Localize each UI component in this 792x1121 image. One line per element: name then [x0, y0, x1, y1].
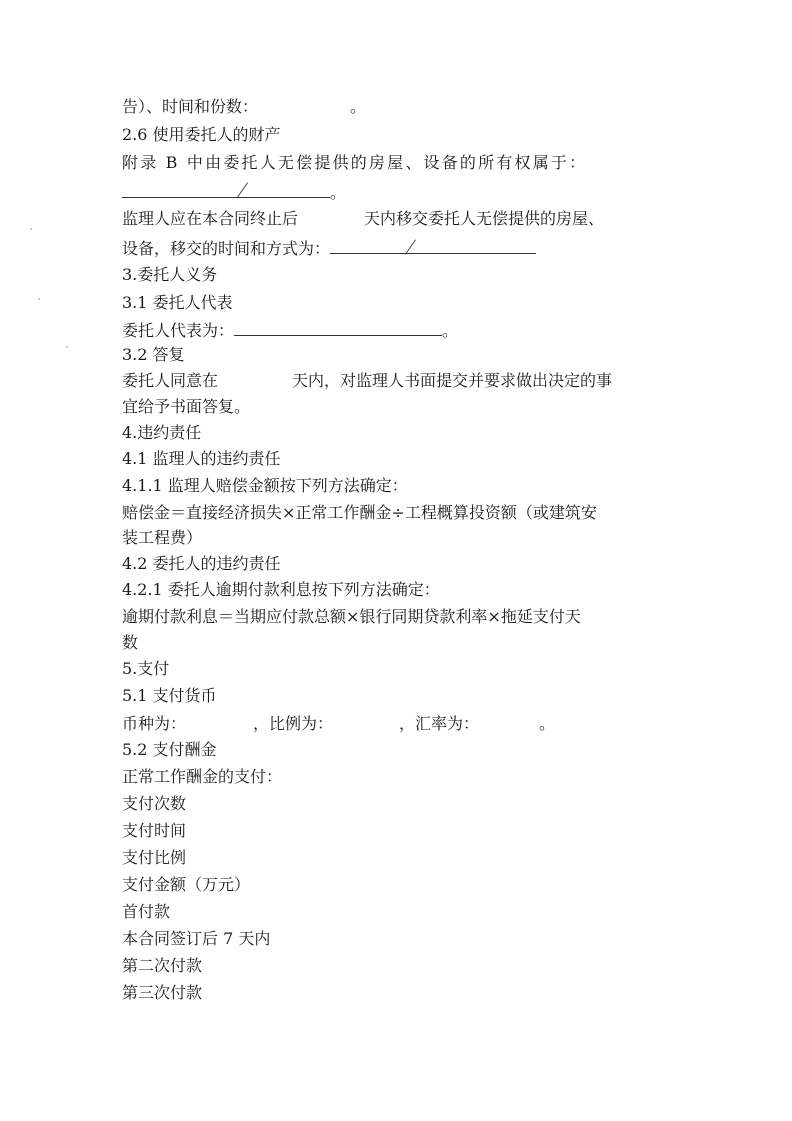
- table-header-ratio: [122, 846, 186, 870]
- line-client-representative: [122, 317, 458, 343]
- text: 监理人应在本合同终止后: [122, 209, 299, 228]
- text: 3.1 委托人代表: [122, 293, 233, 312]
- text: ，汇率为：: [399, 714, 480, 733]
- text: 设备，移交的时间和方式为：: [122, 239, 331, 258]
- text: 附录 B 中由委托人无偿提供的房屋、设备的所有权属于：: [122, 153, 588, 172]
- text: 支付次数: [122, 794, 187, 813]
- text: 4.2 委托人的违约责任: [122, 554, 281, 573]
- heading-3: [122, 263, 217, 287]
- heading-2-6: [122, 123, 281, 147]
- text: 本合同签订后 7 天内: [122, 929, 271, 948]
- table-row-third-payment: [122, 981, 202, 1005]
- formula-compensation: [122, 501, 597, 525]
- table-row-first-payment: [122, 900, 170, 924]
- text: 支付金额（万元）: [122, 875, 251, 894]
- text: 2.6 使用委托人的财产: [122, 125, 281, 144]
- scan-speck: [38, 298, 40, 300]
- text: 3.2 答复: [122, 345, 185, 364]
- text: 4.2.1 委托人逾期付款利息按下列方法确定：: [122, 580, 440, 599]
- strike-mark: [237, 182, 248, 197]
- line-reply-cont: [122, 395, 250, 419]
- text: 第三次付款: [122, 983, 203, 1002]
- formula-late-interest: [122, 605, 581, 629]
- text: 4.违约责任: [122, 423, 202, 442]
- text: 逾期付款利息＝当期应付款总额×银行同期贷款利率×拖延支付天: [122, 607, 581, 626]
- heading-5-1: [122, 684, 217, 708]
- text: 5.2 支付酬金: [122, 740, 217, 759]
- heading-4-2-1: [122, 578, 440, 602]
- formula-late-interest-cont: [122, 631, 138, 655]
- line-transfer-method: [122, 235, 536, 261]
- heading-3-2: [122, 343, 185, 367]
- text: 3.委托人义务: [122, 265, 218, 284]
- text: 赔偿金＝直接经济损失×正常工作酬金÷工程概算投资额（或建筑安: [122, 503, 597, 522]
- text: 第二次付款: [122, 956, 203, 975]
- scan-speck: [30, 228, 32, 230]
- text: 宜给予书面答复。: [122, 397, 251, 416]
- heading-4-2: [122, 552, 281, 576]
- text: 。: [330, 183, 347, 202]
- text: 5.支付: [122, 659, 170, 678]
- text: 天内移交委托人无偿提供的房屋、: [364, 209, 605, 228]
- text: 支付时间: [122, 821, 187, 840]
- line-reply-days: [122, 369, 612, 393]
- heading-5: [122, 657, 169, 681]
- transfer-method-blank-line: [330, 235, 536, 254]
- table-header-time: [122, 819, 186, 843]
- heading-4-1-1: [122, 474, 408, 498]
- text: 告）、时间和份数：: [122, 97, 259, 116]
- text: 币种为：: [122, 714, 187, 733]
- line-currency: [122, 712, 555, 736]
- line-transfer-days: [122, 207, 604, 231]
- representative-blank-line: [234, 317, 442, 336]
- text: 。: [539, 714, 556, 733]
- text: 4.1 监理人的违约责任: [122, 449, 281, 468]
- text: 。: [442, 321, 459, 340]
- line-normal-fee-payment: [122, 765, 282, 789]
- text: 5.1 支付货币: [122, 686, 217, 705]
- text: 天内，对监理人书面提交并要求做出决定的事: [292, 371, 613, 390]
- strike-mark: [405, 239, 416, 254]
- text: 4.1.1 监理人赔偿金额按下列方法确定：: [122, 476, 408, 495]
- text: 委托人同意在: [122, 371, 219, 390]
- text: 正常工作酬金的支付：: [122, 767, 283, 786]
- table-header-count: [122, 792, 186, 816]
- text: 首付款: [122, 902, 171, 921]
- heading-4: [122, 421, 201, 445]
- heading-4-1: [122, 447, 281, 471]
- table-row-second-payment: [122, 954, 202, 978]
- heading-5-2: [122, 738, 217, 762]
- table-cell-first-payment-time: [122, 927, 270, 951]
- heading-3-1: [122, 291, 233, 315]
- text: 装工程费）: [122, 528, 203, 547]
- text: 。: [350, 97, 367, 116]
- line-report-time-copies: [122, 95, 366, 119]
- text: 委托人代表为：: [122, 321, 235, 340]
- scan-speck: [66, 346, 68, 348]
- text: 数: [122, 633, 139, 652]
- line-appendix-b: [122, 151, 587, 175]
- formula-compensation-cont: [122, 526, 202, 550]
- ownership-blank-line: [122, 179, 330, 198]
- text: ，比例为：: [253, 714, 334, 733]
- table-header-amount: [122, 873, 250, 897]
- line-ownership-blank: [122, 179, 346, 205]
- text: 支付比例: [122, 848, 187, 867]
